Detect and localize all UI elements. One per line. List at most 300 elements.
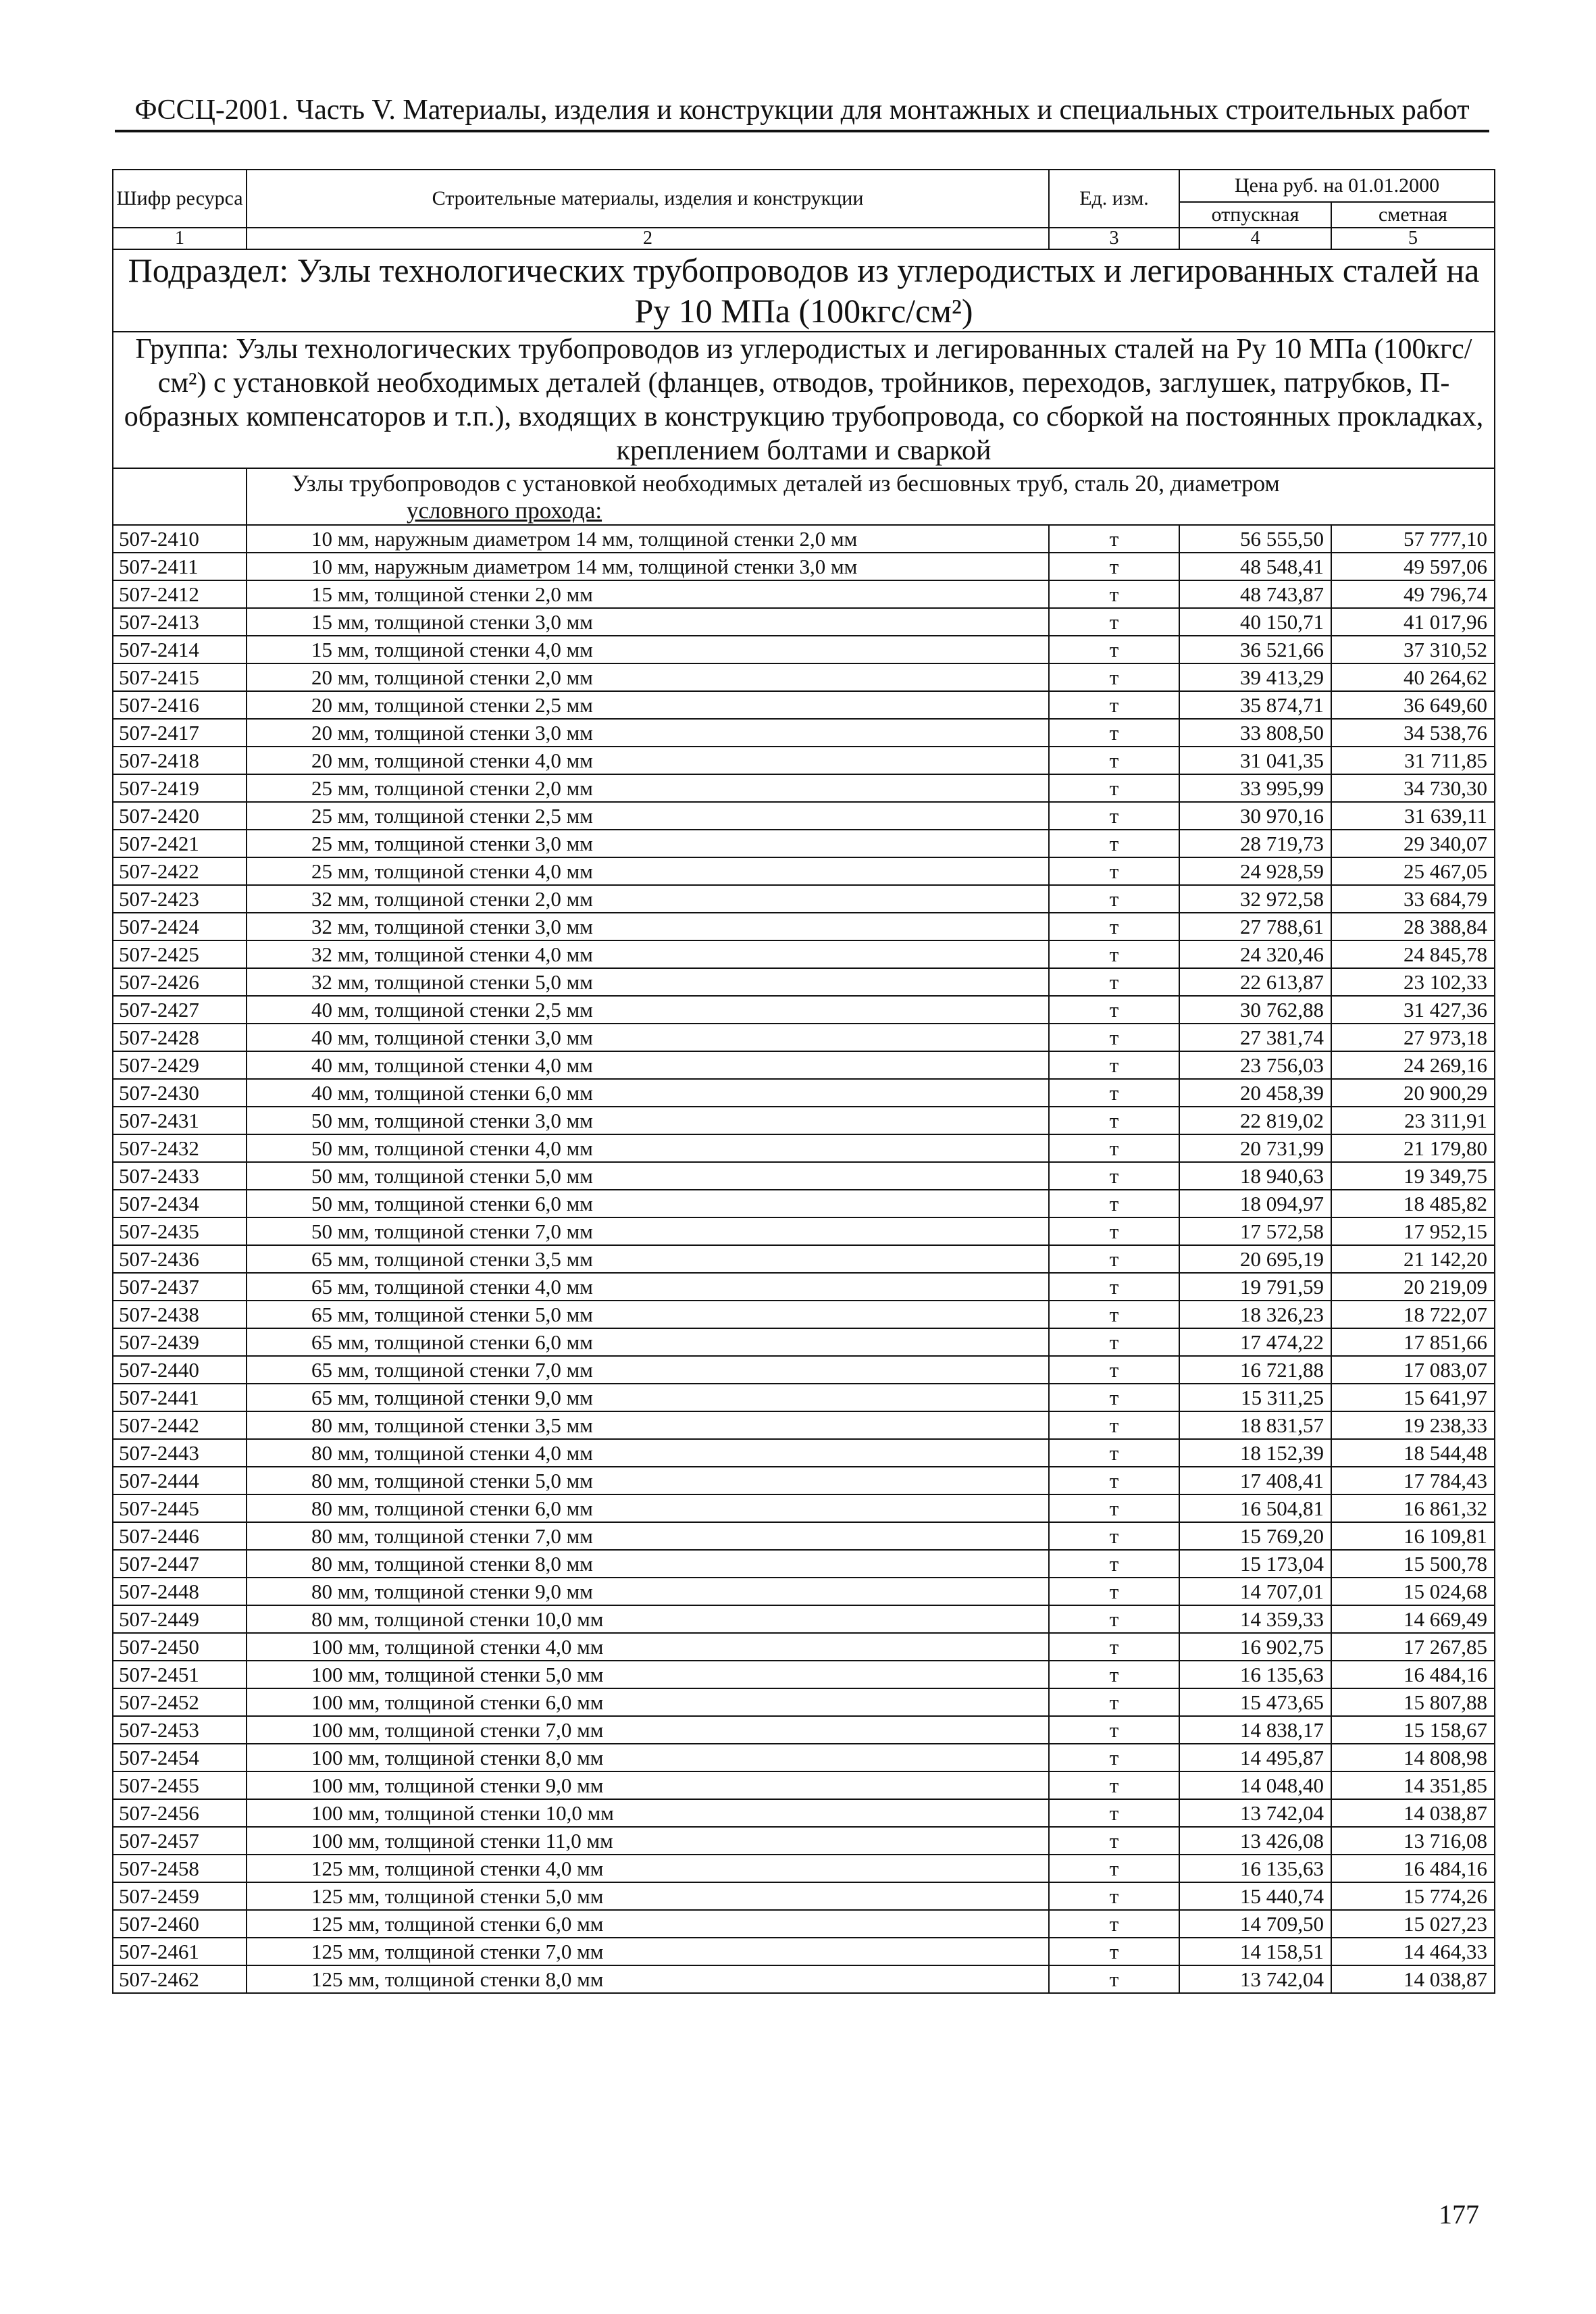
col-number: 5	[1331, 228, 1495, 249]
table-row	[113, 1605, 1495, 1633]
resource-code: 507-2448	[113, 1578, 247, 1605]
wholesale-price: 16 902,75	[1179, 1633, 1331, 1661]
wholesale-price: 18 094,97	[1179, 1190, 1331, 1217]
unit: т	[1049, 580, 1179, 608]
item-name: 40 мм, толщиной стенки 2,5 мм	[247, 996, 1049, 1024]
wholesale-price: 14 158,51	[1179, 1938, 1331, 1965]
item-name: 32 мм, толщиной стенки 4,0 мм	[247, 940, 1049, 968]
unit: т	[1049, 1190, 1179, 1217]
unit: т	[1049, 1633, 1179, 1661]
resource-code: 507-2440	[113, 1356, 247, 1384]
unit: т	[1049, 1245, 1179, 1273]
resource-code: 507-2410	[113, 525, 247, 553]
unit: т	[1049, 885, 1179, 913]
item-name: 125 мм, толщиной стенки 4,0 мм	[247, 1855, 1049, 1882]
table-row	[113, 1827, 1495, 1855]
resource-code: 507-2436	[113, 1245, 247, 1273]
resource-code: 507-2450	[113, 1633, 247, 1661]
price-table	[112, 169, 1495, 1994]
item-name: 32 мм, толщиной стенки 2,0 мм	[247, 885, 1049, 913]
table-row	[113, 1162, 1495, 1190]
resource-code: 507-2424	[113, 913, 247, 940]
unit: т	[1049, 525, 1179, 553]
table-row	[113, 1661, 1495, 1688]
estimate-price: 16 484,16	[1331, 1855, 1495, 1882]
unit: т	[1049, 1356, 1179, 1384]
unit: т	[1049, 1744, 1179, 1771]
estimate-price: 28 388,84	[1331, 913, 1495, 940]
item-name: 100 мм, толщиной стенки 5,0 мм	[247, 1661, 1049, 1688]
resource-code: 507-2439	[113, 1328, 247, 1356]
estimate-price: 25 467,05	[1331, 857, 1495, 885]
estimate-price: 14 038,87	[1331, 1799, 1495, 1827]
resource-code: 507-2442	[113, 1411, 247, 1439]
unit: т	[1049, 719, 1179, 747]
item-name: 50 мм, толщиной стенки 3,0 мм	[247, 1107, 1049, 1134]
wholesale-price: 40 150,71	[1179, 608, 1331, 636]
unit: т	[1049, 1550, 1179, 1578]
wholesale-price: 20 731,99	[1179, 1134, 1331, 1162]
estimate-price: 49 796,74	[1331, 580, 1495, 608]
estimate-price: 31 711,85	[1331, 747, 1495, 774]
table-row	[113, 1494, 1495, 1522]
item-name: 125 мм, толщиной стенки 8,0 мм	[247, 1965, 1049, 1993]
wholesale-price: 24 928,59	[1179, 857, 1331, 885]
unit: т	[1049, 1411, 1179, 1439]
unit: т	[1049, 1051, 1179, 1079]
table-row	[113, 1245, 1495, 1273]
item-name: 80 мм, толщиной стенки 3,5 мм	[247, 1411, 1049, 1439]
item-name: 25 мм, толщиной стенки 4,0 мм	[247, 857, 1049, 885]
wholesale-price: 16 504,81	[1179, 1494, 1331, 1522]
unit: т	[1049, 1827, 1179, 1855]
intro-line-1: Узлы трубопроводов с установкой необходимых деталей из бесшовных труб, сталь 20, диаметром	[292, 470, 1280, 497]
estimate-price: 15 158,67	[1331, 1716, 1495, 1744]
page-header: ФССЦ-2001. Часть V. Материалы, изделия и конструкции для монтажных и специальных строительных работ	[115, 93, 1489, 132]
resource-code: 507-2413	[113, 608, 247, 636]
item-name: 65 мм, толщиной стенки 9,0 мм	[247, 1384, 1049, 1411]
wholesale-price: 31 041,35	[1179, 747, 1331, 774]
unit: т	[1049, 940, 1179, 968]
table-row	[113, 1688, 1495, 1716]
wholesale-price: 56 555,50	[1179, 525, 1331, 553]
unit: т	[1049, 802, 1179, 830]
resource-code: 507-2416	[113, 691, 247, 719]
estimate-price: 31 427,36	[1331, 996, 1495, 1024]
table-row	[113, 1024, 1495, 1051]
resource-code: 507-2432	[113, 1134, 247, 1162]
estimate-price: 18 722,07	[1331, 1301, 1495, 1328]
item-name: 15 мм, толщиной стенки 2,0 мм	[247, 580, 1049, 608]
resource-code: 507-2438	[113, 1301, 247, 1328]
resource-code: 507-2443	[113, 1439, 247, 1467]
unit: т	[1049, 1661, 1179, 1688]
resource-code: 507-2415	[113, 663, 247, 691]
unit: т	[1049, 1328, 1179, 1356]
table-row	[113, 802, 1495, 830]
table-row	[113, 1550, 1495, 1578]
item-name: 25 мм, толщиной стенки 2,5 мм	[247, 802, 1049, 830]
resource-code: 507-2428	[113, 1024, 247, 1051]
table-row	[113, 830, 1495, 857]
unit: т	[1049, 996, 1179, 1024]
resource-code: 507-2462	[113, 1965, 247, 1993]
estimate-price: 15 641,97	[1331, 1384, 1495, 1411]
unit: т	[1049, 663, 1179, 691]
col-number: 3	[1049, 228, 1179, 249]
intro-line-2: условного прохода:	[407, 497, 602, 524]
wholesale-price: 30 762,88	[1179, 996, 1331, 1024]
estimate-price: 23 311,91	[1331, 1107, 1495, 1134]
unit: т	[1049, 1162, 1179, 1190]
resource-code: 507-2425	[113, 940, 247, 968]
resource-code: 507-2417	[113, 719, 247, 747]
wholesale-price: 14 048,40	[1179, 1771, 1331, 1799]
estimate-price: 57 777,10	[1331, 525, 1495, 553]
table-row	[113, 1384, 1495, 1411]
unit: т	[1049, 1605, 1179, 1633]
estimate-price: 15 024,68	[1331, 1578, 1495, 1605]
estimate-price: 21 142,20	[1331, 1245, 1495, 1273]
unit: т	[1049, 968, 1179, 996]
item-name: 65 мм, толщиной стенки 6,0 мм	[247, 1328, 1049, 1356]
item-name: 20 мм, толщиной стенки 2,0 мм	[247, 663, 1049, 691]
col-number: 1	[113, 228, 247, 249]
header-wholesale: отпускная	[1179, 202, 1331, 228]
unit: т	[1049, 1716, 1179, 1744]
col-number: 2	[247, 228, 1049, 249]
wholesale-price: 13 742,04	[1179, 1799, 1331, 1827]
estimate-price: 15 774,26	[1331, 1882, 1495, 1910]
unit: т	[1049, 1522, 1179, 1550]
unit: т	[1049, 1439, 1179, 1467]
item-name: 50 мм, толщиной стенки 6,0 мм	[247, 1190, 1049, 1217]
wholesale-price: 14 709,50	[1179, 1910, 1331, 1938]
item-name: 10 мм, наружным диаметром 14 мм, толщиной стенки 3,0 мм	[247, 553, 1049, 580]
resource-code: 507-2447	[113, 1550, 247, 1578]
wholesale-price: 17 572,58	[1179, 1217, 1331, 1245]
wholesale-price: 20 458,39	[1179, 1079, 1331, 1107]
table-row	[113, 553, 1495, 580]
wholesale-price: 16 721,88	[1179, 1356, 1331, 1384]
resource-code: 507-2434	[113, 1190, 247, 1217]
estimate-price: 14 351,85	[1331, 1771, 1495, 1799]
header-price: Цена руб. на 01.01.2000	[1179, 170, 1495, 202]
table-row	[113, 1217, 1495, 1245]
table-row	[113, 580, 1495, 608]
item-name: 100 мм, толщиной стенки 4,0 мм	[247, 1633, 1049, 1661]
wholesale-price: 17 408,41	[1179, 1467, 1331, 1494]
item-name: 100 мм, толщиной стенки 11,0 мм	[247, 1827, 1049, 1855]
estimate-price: 14 669,49	[1331, 1605, 1495, 1633]
unit: т	[1049, 857, 1179, 885]
header-name: Строительные материалы, изделия и конструкции	[247, 170, 1049, 228]
resource-code: 507-2429	[113, 1051, 247, 1079]
unit: т	[1049, 636, 1179, 663]
resource-code: 507-2411	[113, 553, 247, 580]
wholesale-price: 30 970,16	[1179, 802, 1331, 830]
item-name: 80 мм, толщиной стенки 10,0 мм	[247, 1605, 1049, 1633]
table-row	[113, 1439, 1495, 1467]
estimate-price: 18 485,82	[1331, 1190, 1495, 1217]
wholesale-price: 14 707,01	[1179, 1578, 1331, 1605]
section-title: Подраздел: Узлы технологических трубопроводов из углеродистых и легированных сталей на Ру 10 МПа (100кгс/см²)	[113, 249, 1495, 332]
item-name: 125 мм, толщиной стенки 7,0 мм	[247, 1938, 1049, 1965]
table-row	[113, 1578, 1495, 1605]
wholesale-price: 48 743,87	[1179, 580, 1331, 608]
resource-code: 507-2437	[113, 1273, 247, 1301]
unit: т	[1049, 1384, 1179, 1411]
estimate-price: 33 684,79	[1331, 885, 1495, 913]
table-row	[113, 1716, 1495, 1744]
wholesale-price: 15 173,04	[1179, 1550, 1331, 1578]
estimate-price: 29 340,07	[1331, 830, 1495, 857]
estimate-price: 14 808,98	[1331, 1744, 1495, 1771]
header-code: Шифр ресурса	[113, 170, 247, 228]
item-name: 10 мм, наружным диаметром 14 мм, толщиной стенки 2,0 мм	[247, 525, 1049, 553]
resource-code: 507-2449	[113, 1605, 247, 1633]
estimate-price: 17 952,15	[1331, 1217, 1495, 1245]
estimate-price: 24 845,78	[1331, 940, 1495, 968]
item-name: 100 мм, толщиной стенки 7,0 мм	[247, 1716, 1049, 1744]
item-name: 40 мм, толщиной стенки 6,0 мм	[247, 1079, 1049, 1107]
wholesale-price: 15 769,20	[1179, 1522, 1331, 1550]
estimate-price: 16 484,16	[1331, 1661, 1495, 1688]
item-name: 100 мм, толщиной стенки 10,0 мм	[247, 1799, 1049, 1827]
estimate-price: 41 017,96	[1331, 608, 1495, 636]
wholesale-price: 48 548,41	[1179, 553, 1331, 580]
item-name: 25 мм, толщиной стенки 3,0 мм	[247, 830, 1049, 857]
item-name: 100 мм, толщиной стенки 6,0 мм	[247, 1688, 1049, 1716]
resource-code: 507-2418	[113, 747, 247, 774]
item-name: 100 мм, толщиной стенки 8,0 мм	[247, 1744, 1049, 1771]
estimate-price: 27 973,18	[1331, 1024, 1495, 1051]
unit: т	[1049, 747, 1179, 774]
wholesale-price: 36 521,66	[1179, 636, 1331, 663]
unit: т	[1049, 1882, 1179, 1910]
wholesale-price: 13 742,04	[1179, 1965, 1331, 1993]
unit: т	[1049, 1273, 1179, 1301]
table-row	[113, 1882, 1495, 1910]
item-name: 65 мм, толщиной стенки 5,0 мм	[247, 1301, 1049, 1328]
intro-text	[247, 468, 1495, 525]
resource-code: 507-2451	[113, 1661, 247, 1688]
table-row	[113, 968, 1495, 996]
resource-code: 507-2454	[113, 1744, 247, 1771]
item-name: 65 мм, толщиной стенки 3,5 мм	[247, 1245, 1049, 1273]
unit: т	[1049, 1855, 1179, 1882]
resource-code: 507-2427	[113, 996, 247, 1024]
table-row	[113, 747, 1495, 774]
wholesale-price: 32 972,58	[1179, 885, 1331, 913]
estimate-price: 16 861,32	[1331, 1494, 1495, 1522]
table-row	[113, 1965, 1495, 1993]
resource-code: 507-2420	[113, 802, 247, 830]
unit: т	[1049, 1578, 1179, 1605]
item-name: 100 мм, толщиной стенки 9,0 мм	[247, 1771, 1049, 1799]
item-name: 15 мм, толщиной стенки 4,0 мм	[247, 636, 1049, 663]
unit: т	[1049, 830, 1179, 857]
table-row	[113, 1134, 1495, 1162]
table-row	[113, 1328, 1495, 1356]
resource-code: 507-2426	[113, 968, 247, 996]
estimate-price: 19 238,33	[1331, 1411, 1495, 1439]
unit: т	[1049, 1938, 1179, 1965]
resource-code: 507-2433	[113, 1162, 247, 1190]
wholesale-price: 18 326,23	[1179, 1301, 1331, 1328]
table-row	[113, 1522, 1495, 1550]
unit: т	[1049, 774, 1179, 802]
unit: т	[1049, 1217, 1179, 1245]
item-name: 80 мм, толщиной стенки 8,0 мм	[247, 1550, 1049, 1578]
resource-code: 507-2422	[113, 857, 247, 885]
estimate-price: 16 109,81	[1331, 1522, 1495, 1550]
resource-code: 507-2455	[113, 1771, 247, 1799]
wholesale-price: 14 495,87	[1179, 1744, 1331, 1771]
wholesale-price: 18 152,39	[1179, 1439, 1331, 1467]
table-row	[113, 608, 1495, 636]
wholesale-price: 22 819,02	[1179, 1107, 1331, 1134]
estimate-price: 36 649,60	[1331, 691, 1495, 719]
unit: т	[1049, 1301, 1179, 1328]
item-name: 20 мм, толщиной стенки 4,0 мм	[247, 747, 1049, 774]
estimate-price: 40 264,62	[1331, 663, 1495, 691]
table-row	[113, 1356, 1495, 1384]
item-name: 20 мм, толщиной стенки 2,5 мм	[247, 691, 1049, 719]
wholesale-price: 16 135,63	[1179, 1661, 1331, 1688]
unit: т	[1049, 1467, 1179, 1494]
item-name: 32 мм, толщиной стенки 5,0 мм	[247, 968, 1049, 996]
unit: т	[1049, 1134, 1179, 1162]
wholesale-price: 16 135,63	[1179, 1855, 1331, 1882]
table-row	[113, 1467, 1495, 1494]
item-name: 15 мм, толщиной стенки 3,0 мм	[247, 608, 1049, 636]
item-name: 25 мм, толщиной стенки 2,0 мм	[247, 774, 1049, 802]
unit: т	[1049, 1965, 1179, 1993]
resource-code: 507-2444	[113, 1467, 247, 1494]
estimate-price: 19 349,75	[1331, 1162, 1495, 1190]
wholesale-price: 14 838,17	[1179, 1716, 1331, 1744]
estimate-price: 17 851,66	[1331, 1328, 1495, 1356]
table-row	[113, 691, 1495, 719]
unit: т	[1049, 553, 1179, 580]
unit: т	[1049, 913, 1179, 940]
unit: т	[1049, 691, 1179, 719]
table-row	[113, 1079, 1495, 1107]
item-name: 80 мм, толщиной стенки 9,0 мм	[247, 1578, 1049, 1605]
table-row	[113, 719, 1495, 747]
item-name: 80 мм, толщиной стенки 7,0 мм	[247, 1522, 1049, 1550]
resource-code: 507-2457	[113, 1827, 247, 1855]
estimate-price: 17 784,43	[1331, 1467, 1495, 1494]
resource-code: 507-2412	[113, 580, 247, 608]
resource-code: 507-2459	[113, 1882, 247, 1910]
estimate-price: 17 267,85	[1331, 1633, 1495, 1661]
item-name: 32 мм, толщиной стенки 3,0 мм	[247, 913, 1049, 940]
table-row	[113, 774, 1495, 802]
wholesale-price: 20 695,19	[1179, 1245, 1331, 1273]
col-number: 4	[1179, 228, 1331, 249]
table-row	[113, 1744, 1495, 1771]
wholesale-price: 14 359,33	[1179, 1605, 1331, 1633]
table-row	[113, 1411, 1495, 1439]
item-name: 80 мм, толщиной стенки 4,0 мм	[247, 1439, 1049, 1467]
wholesale-price: 17 474,22	[1179, 1328, 1331, 1356]
resource-code: 507-2445	[113, 1494, 247, 1522]
unit: т	[1049, 1771, 1179, 1799]
table-row	[113, 1190, 1495, 1217]
estimate-price: 15 807,88	[1331, 1688, 1495, 1716]
wholesale-price: 15 473,65	[1179, 1688, 1331, 1716]
item-name: 65 мм, толщиной стенки 7,0 мм	[247, 1356, 1049, 1384]
estimate-price: 23 102,33	[1331, 968, 1495, 996]
item-name: 125 мм, толщиной стенки 5,0 мм	[247, 1882, 1049, 1910]
item-name: 80 мм, толщиной стенки 5,0 мм	[247, 1467, 1049, 1494]
table-row	[113, 636, 1495, 663]
resource-code: 507-2419	[113, 774, 247, 802]
wholesale-price: 13 426,08	[1179, 1827, 1331, 1855]
wholesale-price: 22 613,87	[1179, 968, 1331, 996]
wholesale-price: 15 440,74	[1179, 1882, 1331, 1910]
wholesale-price: 18 940,63	[1179, 1162, 1331, 1190]
unit: т	[1049, 1494, 1179, 1522]
unit: т	[1049, 1799, 1179, 1827]
wholesale-price: 39 413,29	[1179, 663, 1331, 691]
table-row	[113, 857, 1495, 885]
wholesale-price: 15 311,25	[1179, 1384, 1331, 1411]
resource-code: 507-2430	[113, 1079, 247, 1107]
resource-code: 507-2453	[113, 1716, 247, 1744]
wholesale-price: 19 791,59	[1179, 1273, 1331, 1301]
estimate-price: 37 310,52	[1331, 636, 1495, 663]
resource-code: 507-2458	[113, 1855, 247, 1882]
resource-code: 507-2431	[113, 1107, 247, 1134]
item-name: 125 мм, толщиной стенки 6,0 мм	[247, 1910, 1049, 1938]
item-name: 50 мм, толщиной стенки 7,0 мм	[247, 1217, 1049, 1245]
item-name: 40 мм, толщиной стенки 3,0 мм	[247, 1024, 1049, 1051]
item-name: 65 мм, толщиной стенки 4,0 мм	[247, 1273, 1049, 1301]
estimate-price: 17 083,07	[1331, 1356, 1495, 1384]
table-row	[113, 1938, 1495, 1965]
intro-blank-cell	[113, 468, 247, 525]
wholesale-price: 33 808,50	[1179, 719, 1331, 747]
page-number: 177	[1439, 2199, 1479, 2230]
estimate-price: 24 269,16	[1331, 1051, 1495, 1079]
wholesale-price: 33 995,99	[1179, 774, 1331, 802]
resource-code: 507-2461	[113, 1938, 247, 1965]
resource-code: 507-2414	[113, 636, 247, 663]
resource-code: 507-2441	[113, 1384, 247, 1411]
table-row	[113, 1301, 1495, 1328]
estimate-price: 21 179,80	[1331, 1134, 1495, 1162]
wholesale-price: 23 756,03	[1179, 1051, 1331, 1079]
item-name: 20 мм, толщиной стенки 3,0 мм	[247, 719, 1049, 747]
header-estimate: сметная	[1331, 202, 1495, 228]
estimate-price: 34 730,30	[1331, 774, 1495, 802]
table-row	[113, 940, 1495, 968]
table-row	[113, 1910, 1495, 1938]
table-row	[113, 913, 1495, 940]
wholesale-price: 28 719,73	[1179, 830, 1331, 857]
table-row	[113, 1771, 1495, 1799]
unit: т	[1049, 608, 1179, 636]
wholesale-price: 35 874,71	[1179, 691, 1331, 719]
estimate-price: 49 597,06	[1331, 553, 1495, 580]
estimate-price: 34 538,76	[1331, 719, 1495, 747]
item-name: 50 мм, толщиной стенки 4,0 мм	[247, 1134, 1049, 1162]
group-title: Группа: Узлы технологических трубопроводов из углеродистых и легированных сталей на Ру 10 МПа (100кгс/см²) с установкой необходимых деталей (фланцев, отводов, тройников, переходов, заглушек, патрубков, П-образных компенсаторов и т.п.), входящих в конструкцию трубопровода, со сборкой на постоянных прокладках, креплением болтами и сваркой	[113, 332, 1495, 468]
wholesale-price: 24 320,46	[1179, 940, 1331, 968]
